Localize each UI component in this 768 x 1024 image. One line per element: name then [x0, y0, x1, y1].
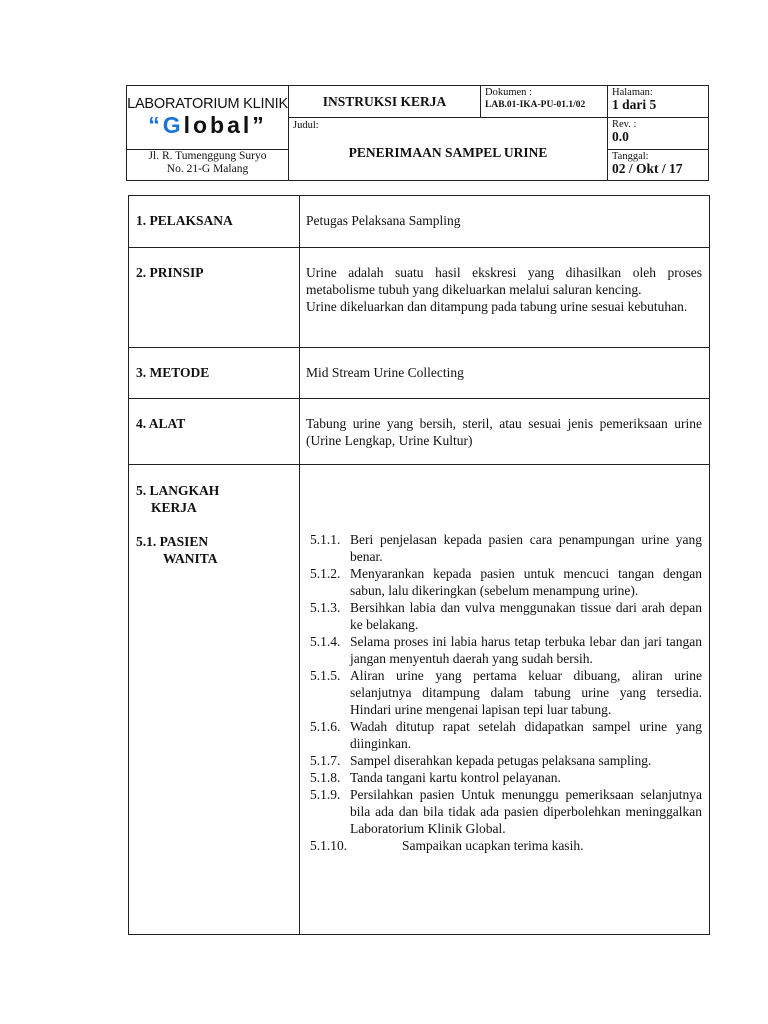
step-number: 5.1.7. [310, 753, 341, 768]
step-item [306, 837, 702, 854]
prinsip-paragraph-1: Urine adalah suatu hasil ekskresi yang dihasilkan oleh proses metabolisme tubuh yang dikeluarkan melalui saluran kencing. [306, 265, 702, 297]
step-number: 5.1.5. [310, 668, 341, 683]
langkah-label [129, 465, 300, 935]
step-number: 5.1.9. [310, 787, 341, 802]
prinsip-value [300, 248, 710, 348]
step-item [306, 718, 702, 752]
alat-value: Tabung urine yang bersih, steril, atau sesuai jenis pemeriksaan urine (Urine Lengkap, Urine Kultur) [300, 399, 710, 465]
step-number: 5.1.2. [310, 566, 341, 581]
address-line1: Jl. R. Tumenggung Suryo [148, 149, 267, 162]
step-text: Persilahkan pasien Untuk menunggu pemeriksaan selanjutnya bila ada dan bila tidak ada pasien diperbolehkan meninggalkan Laboratorium Klinik Global. [350, 787, 702, 836]
alat-label: 4. ALAT [129, 399, 300, 465]
address-line2: No. 21-G Malang [166, 162, 249, 175]
step-text: Tanda tangani kartu kontrol pelayanan. [350, 770, 561, 785]
dokumen-value: LAB.01-IKA-PU-01.1/02 [485, 100, 586, 110]
step-text: Menyarankan kepada pasien untuk mencuci tangan dengan sabun, lalu dikeringkan (sebelum menampung urine). [350, 566, 702, 598]
halaman-label: Halaman: [612, 87, 653, 98]
dokumen-label: Dokumen : [485, 87, 532, 98]
tanggal-label: Tanggal: [612, 150, 649, 162]
prinsip-paragraph-2: Urine dikeluarkan dan ditampung pada tabung urine sesuai kebutuhan. [306, 299, 688, 314]
step-number: 5.1.3. [310, 600, 341, 615]
step-item [306, 565, 702, 599]
step-item [306, 599, 702, 633]
step-text: Bersihkan labia dan vulva menggunakan tissue dari arah depan ke belakang. [350, 600, 702, 632]
metode-value: Mid Stream Urine Collecting [300, 348, 710, 399]
step-number: 5.1.1. [310, 532, 341, 547]
step-number: 5.1.8. [310, 770, 341, 785]
tanggal-value: 02 / Okt / 17 [612, 160, 683, 176]
address-cell [127, 149, 289, 180]
step-text: Beri penjelasan kepada pasien cara penampungan urine yang benar. [350, 532, 702, 564]
pelaksana-value: Petugas Pelaksana Sampling [300, 196, 710, 248]
doc-type: INSTRUKSI KERJA [289, 86, 481, 118]
step-text: Sampaikan ucapkan terima kasih. [402, 838, 584, 853]
logo-brand-rest: lobal” [183, 112, 267, 138]
dokumen-cell [481, 86, 608, 118]
step-item [306, 769, 702, 786]
step-item [306, 752, 702, 769]
langkah-label-2: KERJA [151, 500, 197, 515]
judul-value: PENERIMAAN SAMPEL URINE [348, 145, 548, 161]
judul-label: Judul: [293, 120, 319, 132]
step-number: 5.1.10. [310, 838, 348, 853]
instruction-table [128, 195, 710, 935]
halaman-cell [608, 86, 709, 118]
step-number: 5.1.4. [310, 634, 341, 649]
rev-cell [608, 118, 709, 149]
step-text: Sampel diserahkan kepada petugas pelaksana sampling. [350, 753, 652, 768]
rev-label: Rev. : [612, 119, 637, 131]
metode-label: 3. METODE [129, 348, 300, 399]
step-item [306, 667, 702, 718]
step-item [306, 786, 702, 837]
step-text: Aliran urine yang pertama keluar dibuang, aliran urine selanjutnya ditampung dalam tabung urine yang tersedia. Hindari urine mengenai lapisan tepi luar tabung. [350, 668, 702, 717]
tanggal-cell [608, 149, 709, 180]
steps-list [306, 531, 702, 854]
logo-brand [127, 112, 288, 139]
step-text: Wadah ditutup rapat setelah didapatkan sampel urine yang diinginkan. [350, 719, 702, 751]
logo-title: LABORATORIUM KLINIK [127, 96, 288, 112]
pelaksana-label: 1. PELAKSANA [129, 196, 300, 248]
document-header [126, 85, 709, 181]
pasien-label-2: WANITA [163, 551, 218, 566]
step-text: Selama proses ini labia harus tetap terbuka lebar dan jari tangan jangan menyentuh daerah yang sudah bersih. [350, 634, 702, 666]
logo-brand-g: “G [148, 112, 184, 138]
halaman-value: 1 dari 5 [612, 97, 657, 112]
rev-value: 0.0 [612, 129, 629, 145]
steps-cell [300, 465, 710, 935]
step-item [306, 633, 702, 667]
step-item [306, 531, 702, 565]
step-number: 5.1.6. [310, 719, 341, 734]
langkah-label-1: 5. LANGKAH [136, 483, 220, 498]
logo-cell [127, 86, 289, 150]
prinsip-label: 2. PRINSIP [129, 248, 300, 348]
judul-cell [289, 118, 608, 181]
pasien-label-1: 5.1. PASIEN [136, 534, 209, 549]
